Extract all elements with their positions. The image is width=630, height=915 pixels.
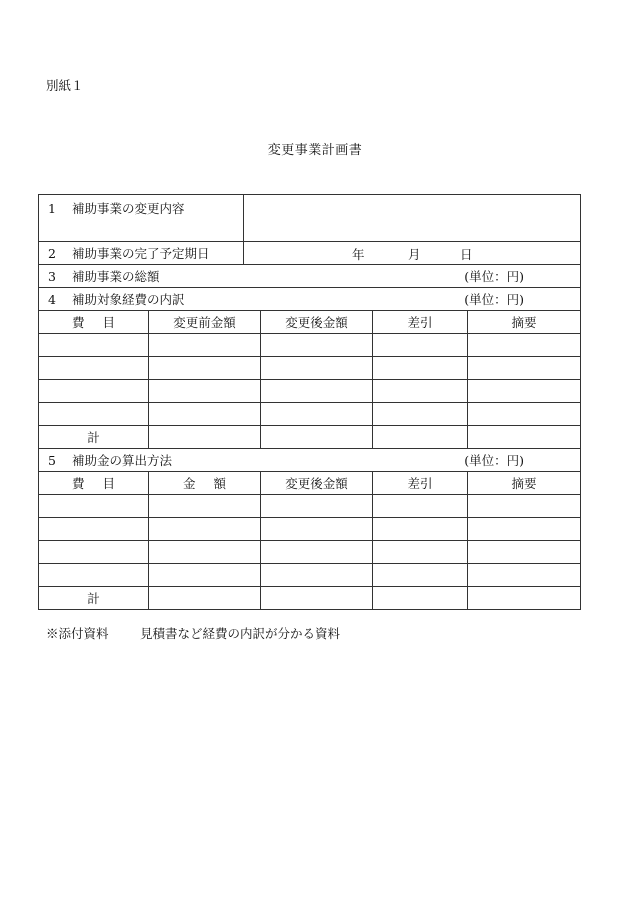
table-cell[interactable] [39,518,149,541]
table-cell[interactable] [373,334,468,357]
table-cell[interactable] [39,495,149,518]
total-label: 計 [39,587,149,610]
total-cell[interactable] [468,426,581,449]
column-header: 摘要 [468,311,581,334]
table-cell[interactable] [373,541,468,564]
total-cell[interactable] [468,587,581,610]
section-3-row [39,265,581,288]
section-4-row [39,288,581,311]
section-label: 補助事業の変更内容 [72,201,185,216]
attachment-label: 別紙１ [46,78,84,93]
total-cell[interactable] [373,426,468,449]
section-number: 4 [48,292,56,307]
table-cell[interactable] [39,357,149,380]
table-cell[interactable] [39,564,149,587]
day-label: 日 [460,247,473,262]
table-cell[interactable] [261,495,373,518]
section-label: 補助事業の総額 [72,269,160,284]
table-cell[interactable] [261,564,373,587]
table-row [39,495,581,518]
note-label: ※添付資料 [46,626,109,641]
note-text: 見積書など経費の内訳が分かる資料 [140,626,341,641]
section-1-label-cell [39,195,244,242]
year-label: 年 [352,247,365,262]
table-cell[interactable] [39,380,149,403]
section-label: 補助対象経費の内訳 [72,292,185,307]
table-cell[interactable] [468,518,581,541]
unit-label: (単位：円) [464,292,525,307]
unit-label: (単位：円) [464,269,525,284]
table-row [39,403,581,426]
table-cell[interactable] [261,357,373,380]
table4-header-row [39,311,581,334]
section-number: 5 [48,453,56,468]
table-cell[interactable] [39,403,149,426]
table-cell[interactable] [149,380,261,403]
table-cell[interactable] [149,403,261,426]
total-cell[interactable] [149,587,261,610]
section-1-row [39,195,581,242]
plan-form-table [38,194,581,610]
completion-date-field[interactable] [244,242,581,265]
table-cell[interactable] [149,334,261,357]
section-4-cell [39,288,581,311]
column-header: 変更後金額 [261,311,373,334]
section-2-row [39,242,581,265]
table-cell[interactable] [261,380,373,403]
table-row [39,357,581,380]
column-header: 費目 [39,311,149,334]
table-cell[interactable] [373,495,468,518]
table-cell[interactable] [373,380,468,403]
table-cell[interactable] [373,357,468,380]
section-number: 1 [48,201,56,216]
column-header: 金額 [149,472,261,495]
table-row [39,564,581,587]
total-cell[interactable] [261,587,373,610]
section-2-label-cell [39,242,244,265]
table5-total-row [39,587,581,610]
total-cell[interactable] [149,426,261,449]
table-cell[interactable] [149,564,261,587]
table-row [39,380,581,403]
column-header: 摘要 [468,472,581,495]
table-cell[interactable] [468,334,581,357]
table-cell[interactable] [149,357,261,380]
table5-header-row [39,472,581,495]
column-header: 差引 [373,311,468,334]
table-cell[interactable] [39,541,149,564]
table-cell[interactable] [468,564,581,587]
section-3-cell [39,265,581,288]
column-header: 費目 [39,472,149,495]
table-cell[interactable] [468,541,581,564]
table4-total-row [39,426,581,449]
table-cell[interactable] [373,403,468,426]
table-cell[interactable] [261,518,373,541]
document-title: 変更事業計画書 [267,143,363,158]
change-content-field[interactable] [244,195,581,242]
table-cell[interactable] [468,403,581,426]
unit-label: (単位：円) [464,453,525,468]
table-cell[interactable] [468,495,581,518]
column-header: 変更前金額 [149,311,261,334]
table-cell[interactable] [149,541,261,564]
table-cell[interactable] [149,518,261,541]
section-number: 2 [48,246,56,261]
table-cell[interactable] [373,564,468,587]
total-cell[interactable] [261,426,373,449]
table-cell[interactable] [261,541,373,564]
table-cell[interactable] [373,518,468,541]
section-label: 補助金の算出方法 [72,453,173,468]
column-header: 変更後金額 [261,472,373,495]
table-cell[interactable] [468,380,581,403]
table-row [39,518,581,541]
section-5-cell [39,449,581,472]
total-cell[interactable] [373,587,468,610]
table-row [39,334,581,357]
column-header: 差引 [373,472,468,495]
table-cell[interactable] [261,403,373,426]
section-5-row [39,449,581,472]
table-cell[interactable] [468,357,581,380]
section-label: 補助事業の完了予定期日 [72,246,210,261]
attachment-note [46,624,340,642]
table-row [39,541,581,564]
month-label: 月 [408,247,421,262]
total-label: 計 [39,426,149,449]
table-cell[interactable] [149,495,261,518]
section-number: 3 [48,269,56,284]
table-cell[interactable] [39,334,149,357]
table-cell[interactable] [261,334,373,357]
